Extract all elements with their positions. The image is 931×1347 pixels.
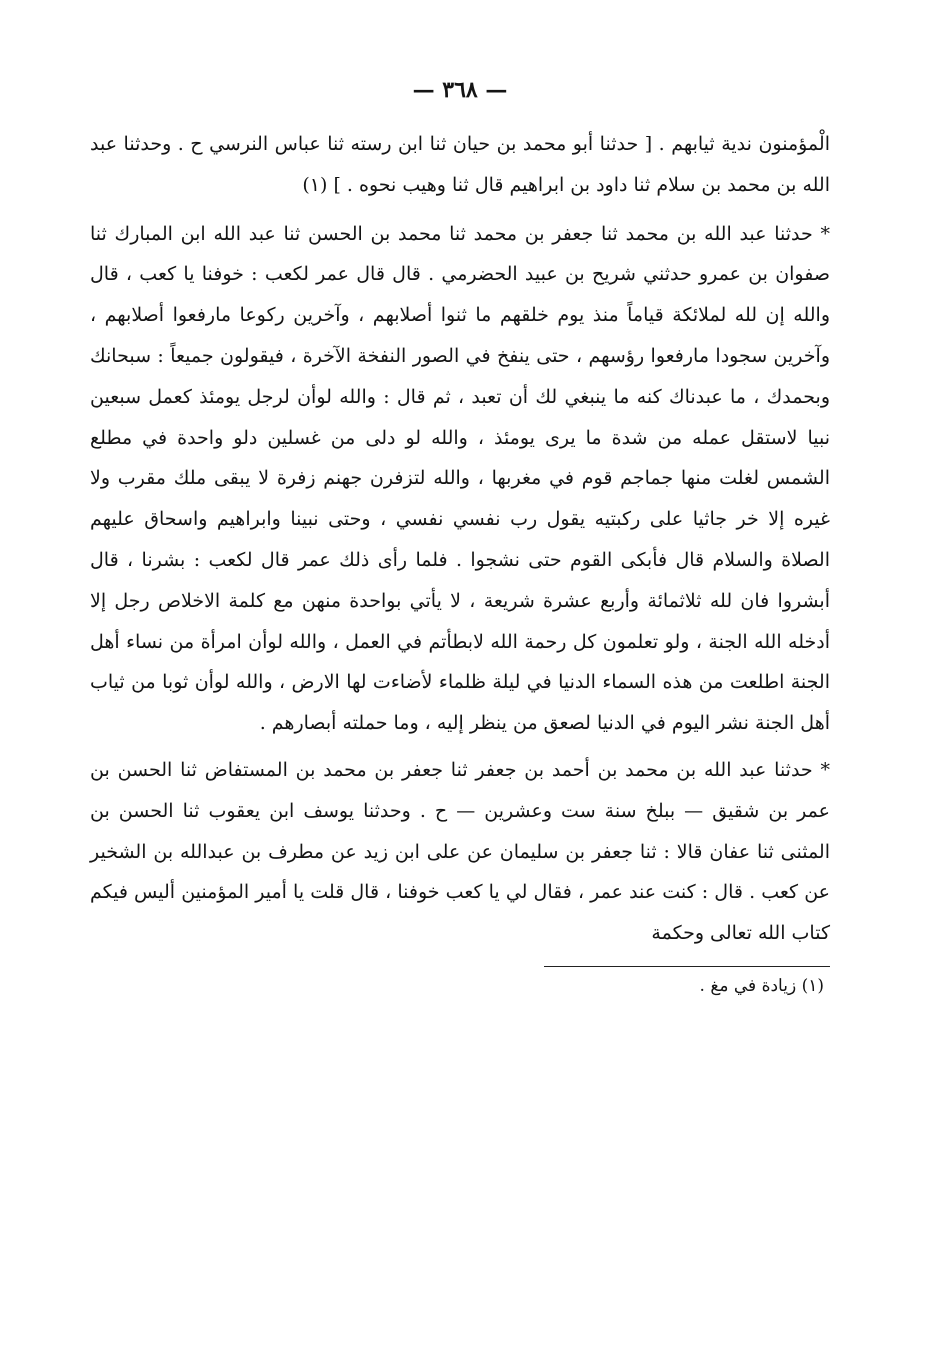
- page-number: — ٣٦٨ —: [412, 77, 508, 103]
- paragraph-hadith-mutarrif: * حدثنا عبد الله بن محمد بن أحمد بن جعفر ثنا جعفر بن محمد بن المستفاض ثنا الحسن بن عمر بن شقيق — ببلخ سنة ست وعشرين — ح . وحدثنا يوسف ابن يعقوب ثنا الحسن بن المثنى ثنا عفان قالا : ثنا جعفر بن سليمان عن على ابن زيد عن مطرف بن عبدالله بن الشخير عن كعب . قال : كنت عند عمر ، فقال لي يا كعب خوفنا ، قال قلت يا أمير المؤمنين أليس فيكم كتاب الله تعالى وحكمة: [90, 758, 830, 945]
- book-page: [90, 70, 830, 1300]
- footnote-divider: [544, 966, 830, 967]
- paragraph-continuation: الْمؤمنون ندية ثيابهم . [ حدثنا أبو محمد بن حيان ثنا ابن رسته ثنا عباس النرسي ح . وحدثنا عبد الله بن محمد بن سلام ثنا داود بن ابراهيم قال ثنا وهيب نحوه . ] (١): [90, 133, 830, 196]
- footnote: (١) زيادة في مغ .: [699, 975, 824, 996]
- body-text: [90, 124, 830, 954]
- paragraph-hadith-kaab: * حدثنا عبد الله بن محمد ثنا جعفر بن محمد ثنا محمد بن الحسن ثنا عبد الله ابن المبارك ثنا صفوان بن عمرو حدثني شريح بن عبيد الحضرمي . قال قال عمر لكعب : خوفنا يا كعب ، قال والله إن لله لملائكة قياماً منذ يوم خلقهم ما ثنوا أصلابهم ، وآخرين ركوعا مارفعوا أصلابهم ، وآخرين سجودا مارفعوا رؤسهم ، حتى ينفخ في الصور النفخة الآخرة ، فيقولون جميعاً : سبحانك وبحمدك ، ما عبدناك كنه ما ينبغي لك أن تعبد ، ثم قال : والله لوأن لرجل يومئذ كعمل سبعين نبيا لاستقل عمله من شدة ما يرى يومئذ ، والله لو دلى من غسلين دلو واحدة في مطلع الشمس لغلت منها جماجم قوم في مغربها ، والله لتزفرن جهنم زفرة لا يبقى ملك مقرب ولا غيره إلا خر جاثيا على ركبتيه يقول رب نفسي نفسي ، وحتى نبينا وابراهيم واسحاق عليهم الصلاة والسلام قال فأبكى القوم حتى نشجوا . فلما رأى ذلك عمر قال لكعب : بشرنا ، قال أبشروا فان لله ثلاثمائة وأربع عشرة شريعة ، لا يأتي بواحدة منهن مع كلمة الاخلاص رجل إلا أدخله الله الجنة ، ولو تعلمون كل رحمة الله لابطأتم في العمل ، والله لوأن امرأة من نساء أهل الجنة اطلعت من هذه السماء الدنيا في ليلة ظلماء لأضاءت لها الارض ، والله لوأن ثوبا من ثياب أهل الجنة نشر اليوم في الدنيا لصعق من ينظر إليه ، وما حملته أبصارهم .: [90, 222, 830, 735]
